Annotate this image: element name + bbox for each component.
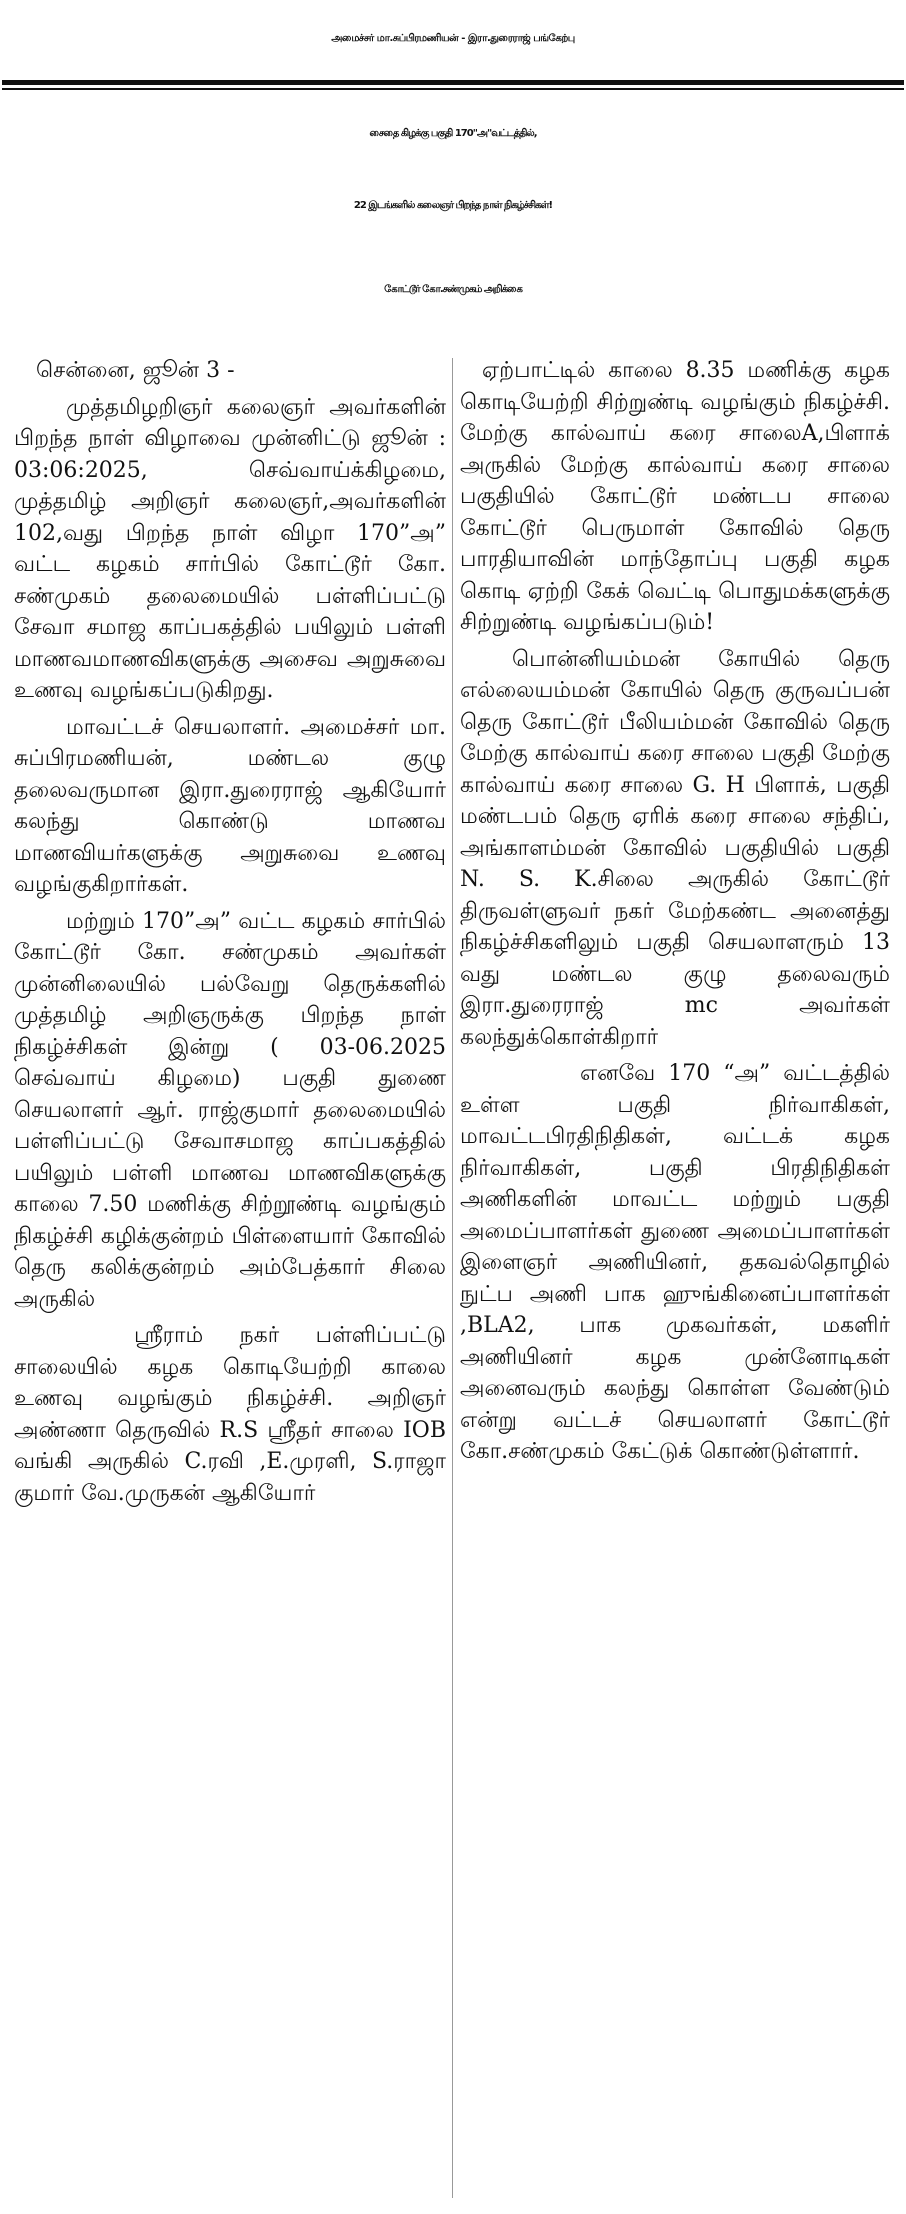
kicker-line: அமைச்சர் மா.சுப்பிரமணியன் - இரா.துரைராஜ் பங்கேற்பு bbox=[331, 33, 575, 44]
headline-line-2: 22 இடங்களில் கலைஞர் பிறந்த நாள் நிகழ்ச்சிகள்! bbox=[353, 200, 553, 211]
paragraph: ஸ்ரீராம் நகர் பள்ளிப்பட்டு சாலையில் கழக கொடியேற்றி காலை உணவு வழங்கும் நிகழ்ச்சி. அறிஞர் அண்ணா தெருவில் R.S ஸ்ரீதர் சாலை IOB வங்கி அருகில் C.ரவி ,E.முரளி, S.ராஜா குமார் வே.முருகன் ஆகியோர் bbox=[14, 1323, 446, 1506]
headline-line-1: சைதை கிழக்கு பகுதி 170"அ"வட்டத்தில், bbox=[369, 128, 537, 139]
paragraph: ஏற்பாட்டில் காலை 8.35 மணிக்கு கழக கொடியேற்றி சிற்றுண்டி வழங்கும் நிகழ்ச்சி. மேற்கு கால்வாய் கரை சாலைA,பிளாக் அருகில் மேற்கு கால்வாய் கரை சாலை பகுதியில் கோட்டூர் மண்டப சாலை கோட்டூர் பெருமாள் கோவில் தெரு பாரதியாவின் மாந்தோப்பு பகுதி கழக கொடி ஏற்றி கேக் வெட்டி பொதுமக்களுக்கு சிற்றுண்டி வழங்கப்படும்! bbox=[460, 358, 890, 635]
paragraph: முத்தமிழறிஞர் கலைஞர் அவர்களின் பிறந்த நாள் விழாவை முன்னிட்டு ஜூன் : 03:06:2025, செவ்வாய்க்கிழமை, முத்தமிழ் அறிஞர் கலைஞர்,அவர்களின் 102,வது பிறந்த நாள் விழா 170”அ” வட்ட கழகம் சார்பில் கோட்டூர் கோ. சண்முகம் தலைமையில் பள்ளிப்பட்டு சேவா சமாஜ காப்பகத்தில் பயிலும் பள்ளி மாணவமாணவிகளுக்கு அசைவ அறுசுவை உணவு வழங்கப்படுகிறது. bbox=[14, 394, 446, 703]
article-column-left bbox=[14, 355, 446, 1514]
article-column-right bbox=[460, 355, 890, 1473]
headline-line-3: கோட்டூர் கோ.சண்முகம் அறிக்கை bbox=[384, 284, 522, 295]
top-rule bbox=[2, 80, 904, 85]
column-divider bbox=[452, 358, 453, 2198]
paragraph: பொன்னியம்மன் கோயில் தெரு எல்லையம்மன் கோயில் தெரு குருவப்பன் தெரு கோட்டூர் பீலியம்மன் கோவில் தெரு மேற்கு கால்வாய் கரை சாலை பகுதி மேற்கு கால்வாய் கரை சாலை G. H பிளாக், பகுதி மண்டபம் தெரு ஏரிக் கரை சாலை சந்திப், அங்காளம்மன் கோவில் பகுதியில் பகுதி N. S. K.சிலை அருகில் கோட்டூர் திருவள்ளுவர் நகர் மேற்கண்ட அனைத்து நிகழ்ச்சிகளிலும் பகுதி செயலாளரும் 13 வது மண்டல குழு தலைவரும் இரா.துரைராஜ் mc அவர்கள் கலந்துக்கொள்கிறார் bbox=[460, 646, 890, 1050]
paragraph: மாவட்டச் செயலாளர். அமைச்சர் மா. சுப்பிரமணியன், மண்டல குழு தலைவருமான இரா.துரைராஜ் ஆகியோர் கலந்து கொண்டு மாணவ மாணவியர்களுக்கு அறுசுவை உணவு வழங்குகிறார்கள். bbox=[14, 714, 446, 897]
paragraph: மற்றும் 170”அ” வட்ட கழகம் சார்பில் கோட்டூர் கோ. சண்முகம் அவர்கள் முன்னிலையில் பல்வேறு தெருக்களில் முத்தமிழ் அறிஞருக்கு பிறந்த நாள் நிகழ்ச்சிகள் இன்று ( 03-06.2025 செவ்வாய் கிழமை) பகுதி துணை செயலாளர் ஆர். ராஜ்குமார் தலைமையில் பள்ளிப்பட்டு சேவாசமாஜ காப்பகத்தில் பயிலும் பள்ளி மாணவ மாணவிகளுக்கு காலை 7.50 மணிக்கு சிற்றூண்டி வழங்கும் நிகழ்ச்சி கழிக்குன்றம் பிள்ளையார் கோவில் தெரு கலிக்குன்றம் அம்பேத்கார் சிலை அருகில் bbox=[14, 908, 446, 1312]
top-rule-thin bbox=[2, 88, 904, 90]
dateline: சென்னை, ஜூன் 3 - bbox=[36, 358, 235, 383]
paragraph: எனவே 170 “அ” வட்டத்தில் உள்ள பகுதி நிர்வாகிகள், மாவட்டபிரதிநிதிகள், வட்டக் கழக நிர்வாகிகள், பகுதி பிரதிநிதிகள் அணிகளின் மாவட்ட மற்றும் பகுதி அமைப்பாளர்கள் துணை அமைப்பாளர்கள் இளைஞர் அணியினர், தகவல்தொழில் நுட்ப அணி பாக ஹுங்கினைப்பாளர்கள் ,BLA2, பாக முகவர்கள், மகளிர் அணியினர் கழக முன்னோடிகள் அனைவரும் கலந்து கொள்ள வேண்டும் என்று வட்டச் செயலாளர் கோட்டூர் கோ.சண்முகம் கேட்டுக் கொண்டுள்ளார். bbox=[460, 1061, 890, 1464]
